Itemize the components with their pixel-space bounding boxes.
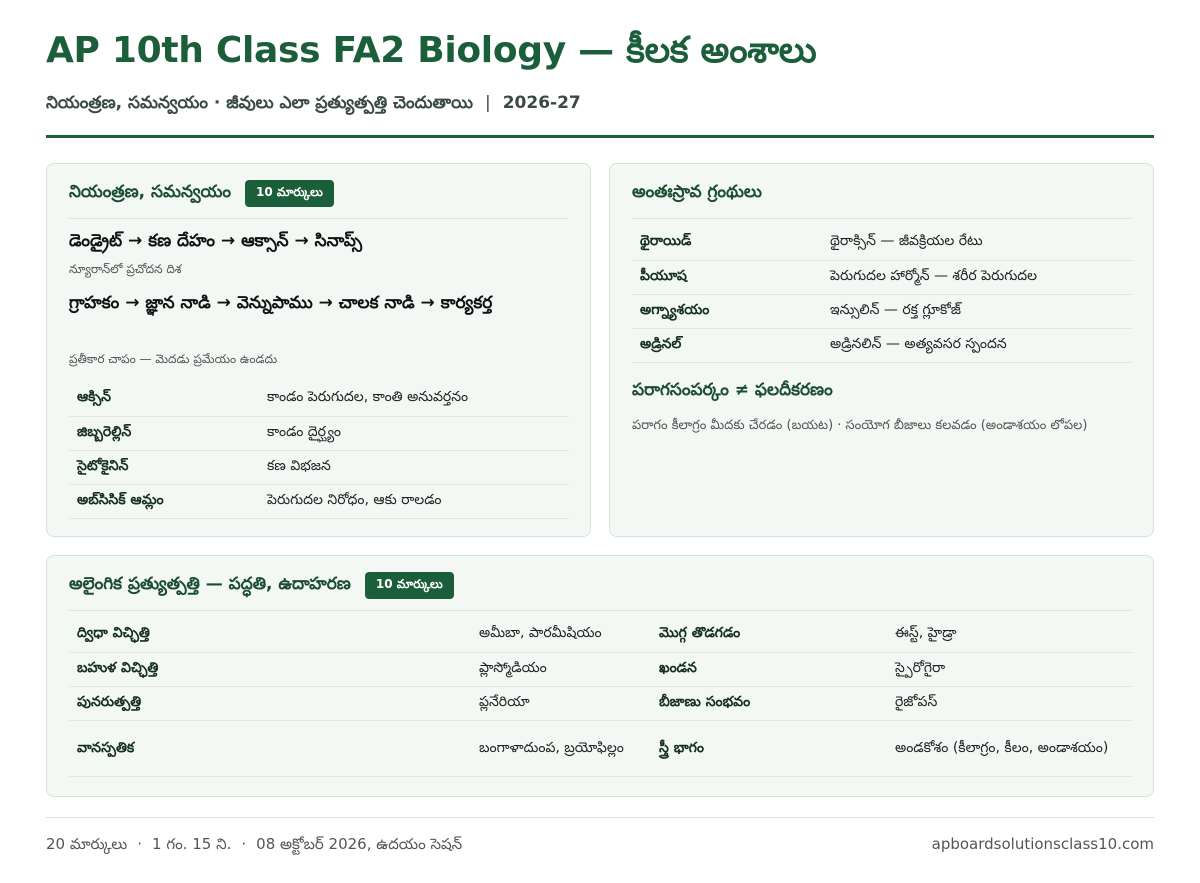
card-header xyxy=(69,561,1131,611)
subtitle-separator: | xyxy=(484,93,491,113)
subtitle-topics: నియంత్రణ, సమన్వయం · జీవులు ఎలా ప్రత్యుత్పత్తి చెందుతాయి xyxy=(46,93,473,113)
footer-exam-info xyxy=(46,835,462,857)
table-row xyxy=(632,260,1132,294)
method-example: అండకోశం (కీలాగ్రం, కీలం, అండాశయం) xyxy=(887,720,1133,776)
table-row xyxy=(69,652,1133,686)
method-example: ప్లనేరియా xyxy=(471,686,651,720)
endocrine-glands-card xyxy=(609,163,1154,537)
card-title: అలైంగిక ప్రత్యుత్పత్తి — పద్ధతి, ఉదాహరణ xyxy=(69,573,351,594)
asexual-reproduction-card xyxy=(46,555,1154,797)
table-row xyxy=(69,720,1133,776)
method-name: బీజాణు సంభవం xyxy=(651,686,887,720)
page-title: AP 10th Class FA2 Biology — కీలక అంశాలు xyxy=(46,30,817,71)
method-example: అమీబా, పారమీషియం xyxy=(471,618,651,652)
card-header xyxy=(69,169,568,219)
card-title: నియంత్రణ, సమన్వయం xyxy=(69,181,231,202)
gland-name: పీయూష xyxy=(632,260,822,294)
table-row xyxy=(69,382,569,416)
method-example: బంగాళాదుంప, బ్రయోఫిల్లం xyxy=(471,720,651,776)
method-name: స్త్రీ భాగం xyxy=(651,720,887,776)
plant-hormones-table xyxy=(69,382,569,519)
method-example: ఈస్ట్, హైడ్రా xyxy=(887,618,1133,652)
method-name: వానస్పతిక xyxy=(69,720,471,776)
glands-table xyxy=(632,226,1132,363)
gland-hormone: థైరాక్సిన్ — జీవక్రియల రేటు xyxy=(822,226,1132,260)
gland-name: అడ్రినల్ xyxy=(632,328,822,362)
footer-divider xyxy=(46,817,1154,818)
hormone-function: పెరుగుదల నిరోధం, ఆకు రాలడం xyxy=(259,484,569,518)
card-title: అంతఃస్రావ గ్రంథులు xyxy=(632,181,762,202)
table-row xyxy=(632,294,1132,328)
reproduction-table xyxy=(69,618,1133,777)
hormone-function: కణ విభజన xyxy=(259,450,569,484)
method-example: స్పైరోగైరా xyxy=(887,652,1133,686)
reflex-arc-flow: గ్రాహకం → జ్ఞాన నాడి → వెన్నుపాము → చాలక నాడి → కార్యకర్త xyxy=(69,293,493,313)
method-name: బహుళ విచ్ఛిత్తి xyxy=(69,652,471,686)
footer-site-link[interactable]: apboardsolutionsclass10.com xyxy=(931,835,1154,853)
method-name: మొగ్గ తొడగడం xyxy=(651,618,887,652)
hormone-name: సైటోకైనిన్ xyxy=(69,450,259,484)
page-subtitle xyxy=(46,93,581,117)
footer-dot: · xyxy=(241,835,247,853)
method-example: రైజోపస్ xyxy=(887,686,1133,720)
pollination-heading: పరాగసంపర్కం ≠ ఫలదీకరణం xyxy=(632,380,833,400)
hormone-name: జిబ్బరెల్లిన్ xyxy=(69,416,259,450)
table-row xyxy=(632,226,1132,260)
hormone-function: కాండం దైర్ఘ్యం xyxy=(259,416,569,450)
table-row xyxy=(69,686,1133,720)
footer-marks: 20 మార్కులు xyxy=(46,835,128,853)
card-header xyxy=(632,169,1131,219)
method-example: ప్లాస్మోడియం xyxy=(471,652,651,686)
neuron-flow: డెండ్రైట్ → కణ దేహం → ఆక్సాన్ → సినాప్స్ xyxy=(69,231,362,251)
table-row xyxy=(69,416,569,450)
pollination-note: పరాగం కీలాగ్రం మీదకు చేరడం (బయట) · సంయోగ బీజాలు కలవడం (అండాశయం లోపల) xyxy=(632,418,1088,433)
marks-badge: 10 మార్కులు xyxy=(365,572,454,599)
footer-dot: · xyxy=(137,835,143,853)
hormone-function: కాండం పెరుగుదల, కాంతి అనువర్తనం xyxy=(259,382,569,416)
method-name: ద్విధా విచ్ఛిత్తి xyxy=(69,618,471,652)
gland-hormone: అడ్రినలిన్ — అత్యవసర స్పందన xyxy=(822,328,1132,362)
hormone-name: ఆక్సిన్ xyxy=(69,382,259,416)
table-row xyxy=(69,450,569,484)
footer-date: 08 అక్టోబర్ 2026, ఉదయం సెషన్ xyxy=(256,835,463,853)
footer-duration: 1 గం. 15 ని. xyxy=(152,835,232,853)
gland-hormone: ఇన్సులిన్ — రక్త గ్లూకోజ్ xyxy=(822,294,1132,328)
table-row xyxy=(69,484,569,518)
method-name: పునరుత్పత్తి xyxy=(69,686,471,720)
table-row xyxy=(632,328,1132,362)
marks-badge: 10 మార్కులు xyxy=(245,180,334,207)
gland-name: థైరాయిడ్ xyxy=(632,226,822,260)
reflex-arc-note: ప్రతీకార చాపం — మెదడు ప్రమేయం ఉండదు xyxy=(69,352,278,366)
method-name: ఖండన xyxy=(651,652,887,686)
neuron-flow-note: న్యూరాన్‌లో ప్రచోదన దిశ xyxy=(69,262,182,276)
gland-hormone: పెరుగుదల హార్మోన్ — శరీర పెరుగుదల xyxy=(822,260,1132,294)
table-row xyxy=(69,618,1133,652)
header-divider xyxy=(46,135,1154,138)
subtitle-year: 2026-27 xyxy=(502,93,581,113)
gland-name: అగ్న్యాశయం xyxy=(632,294,822,328)
hormone-name: అబ్‌సిసిక్ ఆమ్లం xyxy=(69,484,259,518)
control-coordination-card xyxy=(46,163,591,537)
page xyxy=(46,0,1154,883)
